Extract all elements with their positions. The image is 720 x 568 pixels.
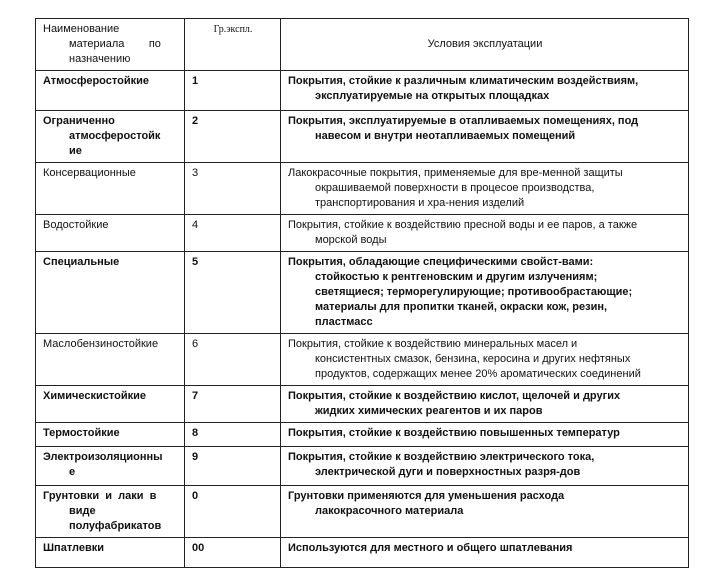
material-name-cell-line: Специальные [43,256,120,268]
conditions-cell-line: пластмасс [315,316,373,328]
conditions-cell-line: лакокрасочного материала [315,505,464,517]
conditions-cell [281,447,689,486]
material-name-cell [36,71,185,111]
group-cell [185,334,281,386]
conditions-cell-line: электрической дуги и поверхностных разря-дов [315,466,581,478]
material-name-cell-line: Шпатлевки [43,542,105,554]
material-name-cell [36,111,185,163]
conditions-cell-line: Грунтовки применяются для уменьшения расхода [288,490,565,502]
material-name-cell-line: Химическистойкие [43,390,146,402]
conditions-cell-line: светящиеся; терморегулирующие; противообрастающие; [315,286,633,298]
group-cell-line: 1 [192,75,199,87]
table-row [36,163,689,215]
group-cell-line: 2 [192,115,199,127]
group-cell [185,111,281,163]
group-cell-line: 8 [192,427,199,439]
conditions-cell [281,111,689,163]
conditions-cell-line: Лакокрасочные покрытия, применяемые для вре-менной защиты [288,167,623,179]
table-row [36,447,689,486]
conditions-cell [281,334,689,386]
conditions-cell-line: морской воды [315,234,387,246]
conditions-cell [281,71,689,111]
group-cell [185,71,281,111]
conditions-cell-line: Покрытия, эксплуатируемые в отапливаемых помещениях, под [288,115,639,127]
group-cell [185,252,281,334]
material-name-cell [36,447,185,486]
group-cell-line: 6 [192,338,199,350]
table-row [36,215,689,252]
conditions-cell [281,252,689,334]
conditions-cell-line: Покрытия, стойкие к воздействию минеральных масел и [288,338,578,350]
conditions-cell-line: жидких химических реагентов и их паров [315,405,543,417]
conditions-cell [281,423,689,447]
table-row [36,423,689,447]
group-cell [185,386,281,423]
material-name-cell-line: виде [69,505,96,517]
group-cell [185,447,281,486]
group-cell [185,486,281,538]
table-row [36,486,689,538]
conditions-cell-line: навесом и внутри неотапливаемых помещений [315,130,576,142]
material-name-cell-line: полуфабрикатов [69,520,162,532]
conditions-cell-line: Покрытия, стойкие к воздействию электрического тока, [288,451,595,463]
header-name-line: назначению [69,53,131,65]
material-name-cell-line: Грунтовки и лаки в [43,490,157,502]
material-name-cell-line: Ограниченно [43,115,115,127]
group-cell-line: 9 [192,451,199,463]
conditions-cell [281,215,689,252]
table-row [36,252,689,334]
conditions-cell-line: транспортирования и хра-нения изделий [315,197,525,209]
material-name-cell-line: Водостойкие [43,219,109,231]
conditions-cell-line: Покрытия, стойкие к воздействию повышенных температур [288,427,620,439]
table-row [36,111,689,163]
material-name-cell [36,486,185,538]
material-name-cell-line: Маслобензиностойкие [43,338,159,350]
group-cell [185,423,281,447]
table-row [36,334,689,386]
conditions-cell-line: продуктов, содержащих менее 20% ароматических соединений [315,368,641,380]
material-name-cell [36,538,185,568]
conditions-cell [281,163,689,215]
conditions-cell [281,386,689,423]
material-name-cell-line: атмосферостойк [69,130,161,142]
material-name-cell-line: ие [69,145,82,157]
conditions-cell [281,486,689,538]
material-name-cell-line: Консервационные [43,167,136,179]
table-row [36,538,689,568]
group-cell-line: 5 [192,256,199,268]
group-cell-line: 4 [192,219,199,231]
material-name-cell-line: Термостойкие [43,427,120,439]
group-cell [185,163,281,215]
conditions-cell-line: стойкостью к рентгеновским и другим излучениям; [315,271,598,283]
conditions-cell-line: окрашиваемой поверхности в процесое производства, [315,182,595,194]
conditions-cell-line: эксплуатируемые на открытых площадках [315,90,550,102]
conditions-cell-line: материалы для пропитки тканей, окраски кож, резин, [315,301,608,313]
conditions-cell-line: Покрытия, стойкие к воздействию кислот, щелочей и других [288,390,621,402]
material-name-cell-line: е [69,466,76,478]
group-cell-line: 7 [192,390,199,402]
material-name-cell [36,252,185,334]
header-group: Гр.экспл. [185,19,281,71]
conditions-cell-line: Покрытия, обладающие специфическими свойст-вами: [288,256,594,268]
conditions-cell [281,538,689,568]
header-material-name [36,19,185,71]
group-cell-line: 00 [192,542,205,554]
table-row [36,71,689,111]
conditions-cell-line: консистентных смазок, бензина, керосина и других нефтяных [315,353,631,365]
group-cell-line: 3 [192,167,199,179]
conditions-cell-line: Используются для местного и общего шпатлевания [288,542,573,554]
table-header-row [36,19,689,71]
material-name-cell [36,215,185,252]
group-cell-line: 0 [192,490,199,502]
material-name-cell-line: Атмосферостойкие [43,75,149,87]
conditions-cell-line: Покрытия, стойкие к воздействию пресной воды и ее паров, а также [288,219,638,231]
table-row [36,386,689,423]
header-name-line: материала по [69,38,161,50]
material-name-cell-line: Электроизоляционны [43,451,163,463]
group-cell [185,538,281,568]
group-cell [185,215,281,252]
material-name-cell [36,386,185,423]
header-name-line: Наименование [43,23,120,35]
material-name-cell [36,334,185,386]
operating-conditions-table [35,18,689,568]
conditions-cell-line: Покрытия, стойкие к различным климатическим воздействиям, [288,75,639,87]
material-name-cell [36,163,185,215]
material-name-cell [36,423,185,447]
header-conditions: Условия эксплуатации [281,19,689,71]
